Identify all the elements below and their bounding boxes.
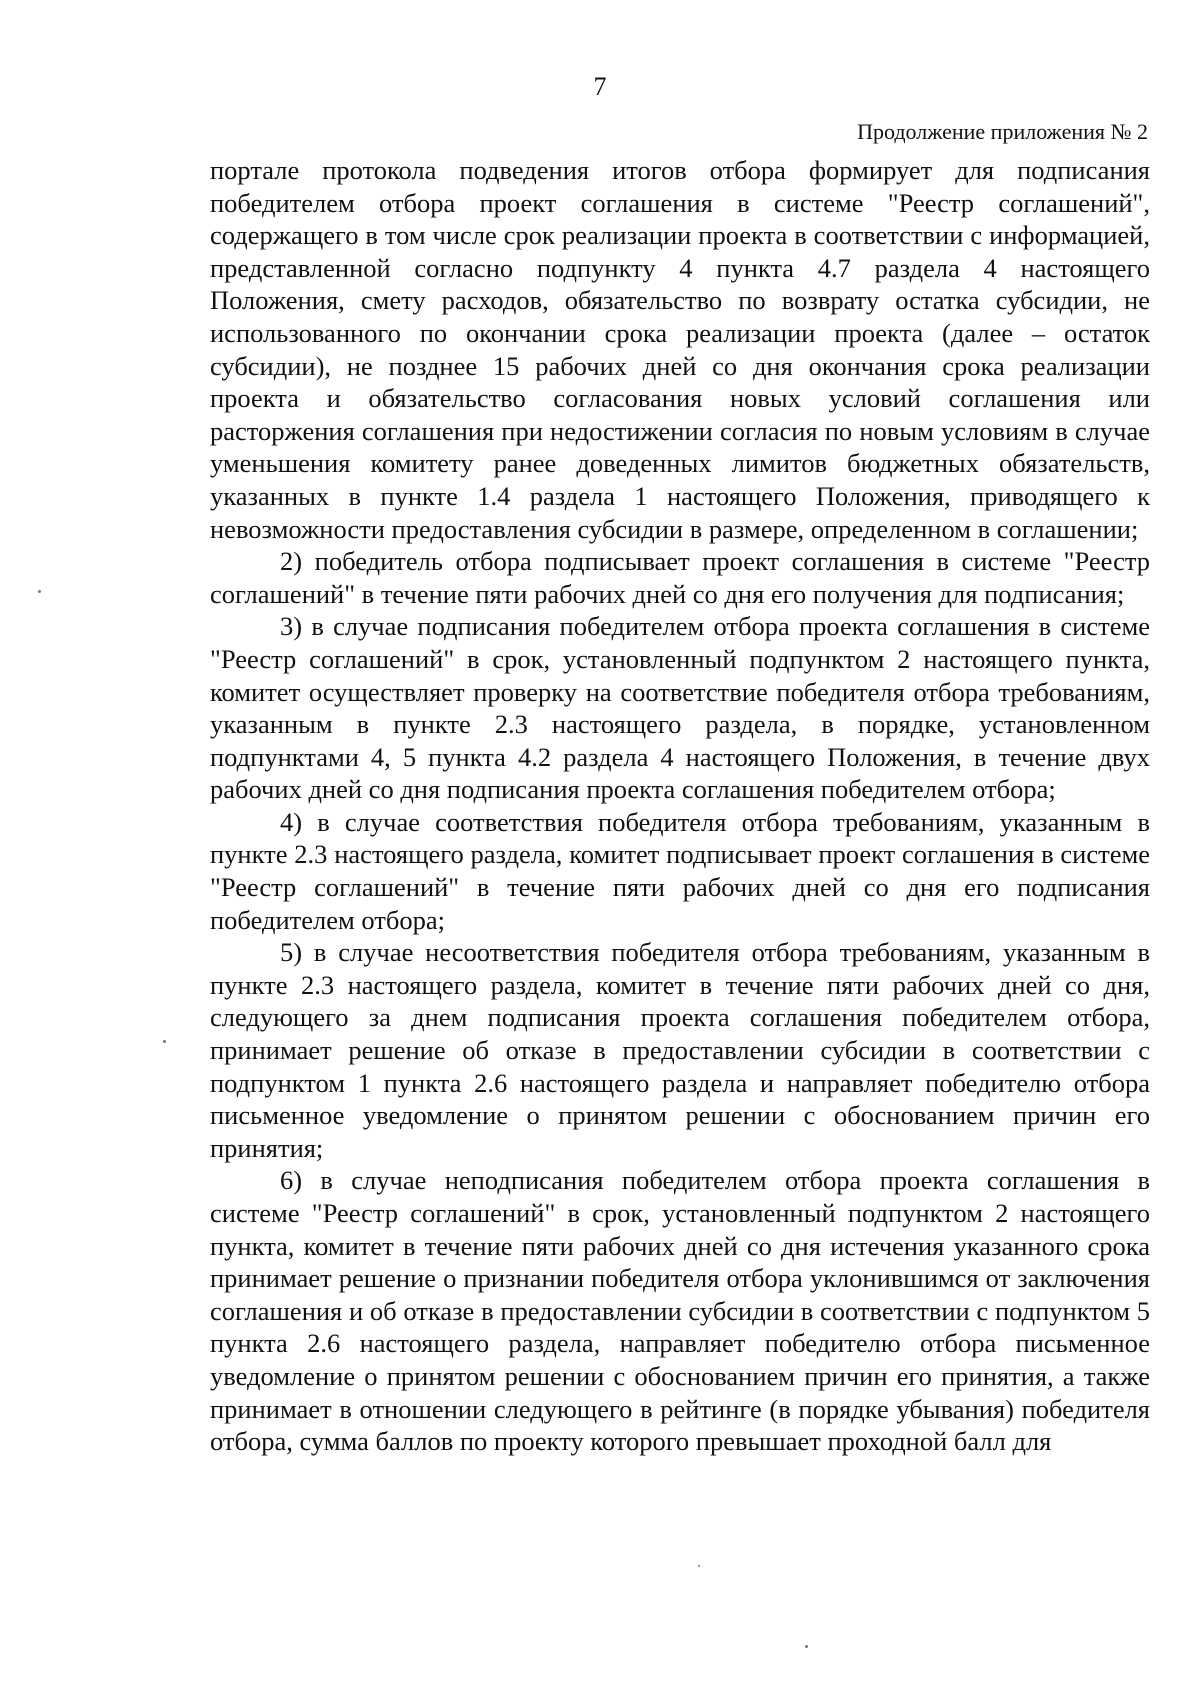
scan-speck	[38, 590, 41, 593]
paragraph-continuation: портале протокола подведения итогов отбора формирует для подписания победителем отбора проект соглашения в системе "Реестр соглашений", содержащего в том числе срок реализации проекта в соответствии с информацией, представленной согласно подпункту 4 пункта 4.7 раздела 4 настоящего Положения, смету расходов, обязательство по возврату остатка субсидии, не использованного по окончании срока реализации проекта (далее – остаток субсидии), не позднее 15 рабочих дней со дня окончания срока реализации проекта и обязательство согласования новых условий соглашения или расторжения соглашения при недостижении согласия по новым условиям в случае уменьшения комитету ранее доведенных лимитов бюджетных обязательств, указанных в пункте 1.4 раздела 1 настоящего Положения, приводящего к невозможности предоставления субсидии в размере, определенном в соглашении;	[210, 155, 1150, 544]
paragraph-item-4: 4) в случае соответствия победителя отбора требованиям, указанным в пункте 2.3 настоящего раздела, комитет подписывает проект соглашения в системе "Реестр соглашений" в течение пяти рабочих дней со дня его подписания победителем отбора;	[210, 806, 1150, 935]
scan-speck	[698, 1565, 700, 1567]
page-number: 7	[593, 72, 607, 101]
scan-speck	[805, 1645, 808, 1648]
scan-speck	[163, 1040, 166, 1043]
paragraph-item-6: 6) в случае неподписания победителем отбора проекта соглашения в системе "Реестр соглашений" в срок, установленный подпунктом 2 настоящего пункта, комитет в течение пяти рабочих дней со дня истечения указанного срока принимает решение о признании победителя отбора уклонившимся от заключения соглашения и об отказе в предоставлении субсидии в соответствии с подпунктом 5 пункта 2.6 настоящего раздела, направляет победителю отбора письменное уведомление о принятом решении с обоснованием причин его принятия, а также принимает в отношении следующего в рейтинге (в порядке убывания) победителя отбора, сумма баллов по проекту которого превышает проходной балл для	[210, 1165, 1150, 1457]
paragraph-item-2: 2) победитель отбора подписывает проект соглашения в системе "Реестр соглашений" в течение пяти рабочих дней со дня его получения для подписания;	[210, 546, 1150, 609]
paragraph-item-3: 3) в случае подписания победителем отбора проекта соглашения в системе "Реестр соглашений" в срок, установленный подпунктом 2 настоящего пункта, комитет осуществляет проверку на соответствие победителя отбора требованиям, указанным в пункте 2.3 настоящего раздела, в порядке, установленном подпунктами 4, 5 пункта 4.2 раздела 4 настоящего Положения, в течение двух рабочих дней со дня подписания проекта соглашения победителем отбора;	[210, 611, 1150, 805]
document-body	[210, 154, 1150, 1458]
paragraph-item-5: 5) в случае несоответствия победителя отбора требованиям, указанным в пункте 2.3 настоящего раздела, комитет в течение пяти рабочих дней со дня, следующего за днем подписания проекта соглашения победителем отбора, принимает решение об отказе в предоставлении субсидии в соответствии с подпунктом 1 пункта 2.6 настоящего раздела и направляет победителю отбора письменное уведомление о принятом решении с обоснованием причин его принятия;	[210, 937, 1150, 1163]
appendix-continuation-note: Продолжение приложения № 2	[857, 119, 1148, 144]
